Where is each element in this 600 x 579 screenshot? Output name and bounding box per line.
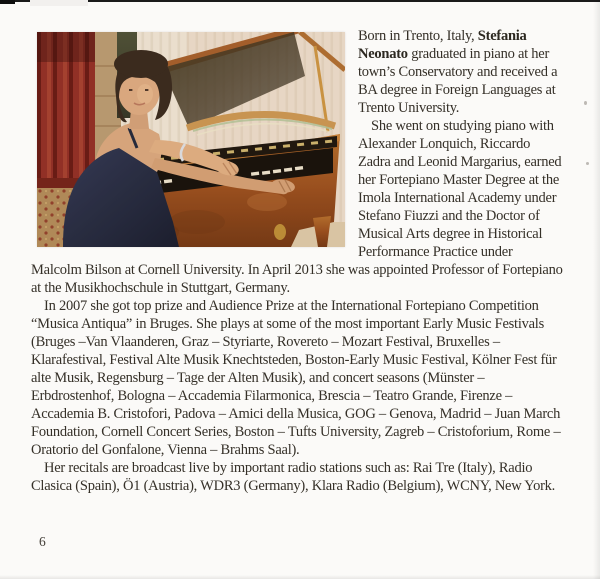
scan-edge-right [593, 0, 600, 579]
scan-speck [584, 101, 587, 105]
photo-stefania-at-fortepiano [37, 32, 345, 247]
bio-paragraph-3: In 2007 she got top prize and Audience Prize at the International Fortepiano Competition “Musica Antiqua” in Bruges. She plays at some of the most important Early Music Festivals (Bruges –Van Vlaanderen, Graz – Styriarte, Rovereto – Mozart Festival, Bruxelles – Klarafestival, Festival Alte Musik Knechtsteden, Boston-Early Music Festival, Kölner Fest für alte Musik, Regensburg – Tage der Alten Musik), and concert seasons (Münster – Erbdrostenhof, Bologna – Accademia Filarmonica, Brescia – Teatro Grande, Firenze – Accademia B. Cristofori, Padova – Amici della Musica, GOG – Genova, Madrid – Juan March Foundation, Cornell Concert Series, Boston – Tufts University, Zagreb – Cristoforium, Rome – Oratorio del Gonfalone, Vienna – Brahms Saal). [31, 298, 561, 458]
bio-paragraph-4: Her recitals are broadcast live by important radio stations such as: Rai Tre (Italy), Radio Clasica (Spain), Ö1 (Austria), WDR3 (Germany), Klara Radio (Belgium), WCNY, New York. [31, 460, 556, 494]
scan-edge-bottom [0, 575, 600, 579]
bio-p1-before: Born in Trento, Italy, [358, 28, 478, 44]
artist-name: Stefania Neonato [358, 28, 527, 62]
bio-p1-after: graduated in piano at her town’s Conservatory and received a BA degree in Foreign Languages at Trento University. [358, 46, 558, 116]
scan-speck [586, 162, 589, 165]
bio-paragraph-2: She went on studying piano with Alexander Lonquich, Riccardo Zadra and Leonid Margarius, earned her Fortepiano Master Degree at the Imola International Academy under Stefano Fiuzzi and the Doctor of Musical Arts degree in Historical Performance Practice under Malcolm Bilson at Cornell University. In April 2013 she was appointed Professor of Fortepiano at the Musikhochschule in Stuttgart, Germany. [31, 118, 563, 296]
scan-smudge [30, 0, 88, 6]
scan-edge-top [0, 0, 600, 2]
page-number: 6 [39, 534, 46, 549]
scan-edge-corner [0, 0, 15, 4]
biography-text-block [31, 27, 566, 495]
fortepiano-photo-illustration [37, 32, 345, 247]
